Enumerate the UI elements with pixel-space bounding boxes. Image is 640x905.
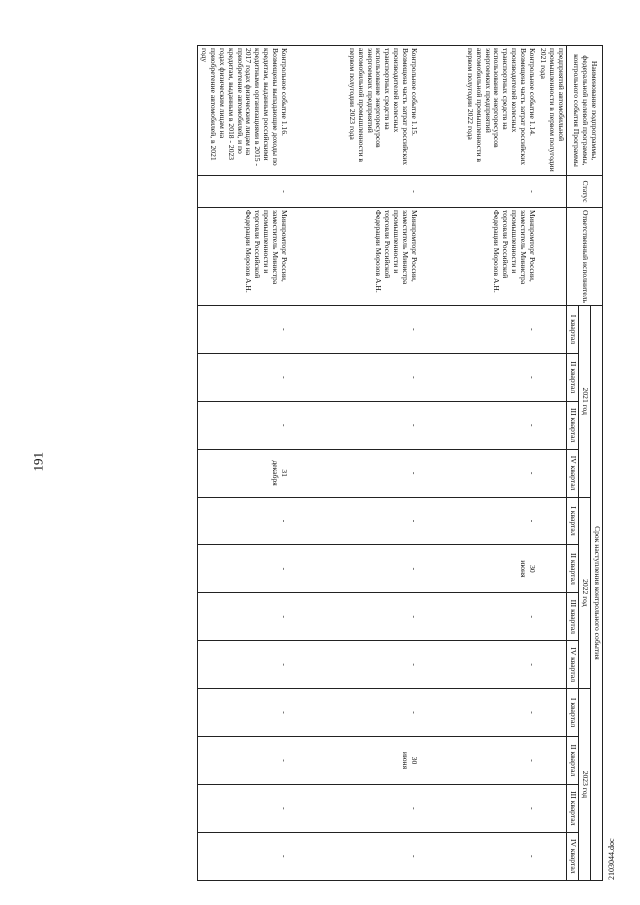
quarter-deadline-cell: - — [289, 545, 419, 593]
quarter-deadline-cell: - — [289, 784, 419, 832]
header-quarter: IV квартал — [567, 641, 579, 689]
quarter-deadline-cell: - — [197, 832, 289, 880]
quarter-deadline-cell: 31 декабря — [197, 449, 289, 497]
quarter-deadline-cell — [537, 689, 566, 737]
executor-cell: Минпромторг России, заместитель Министра промышленности и торговли Российской Федерации Морозов А.Н. — [419, 208, 537, 306]
quarter-deadline-cell — [537, 832, 566, 880]
quarter-deadline-cell: - — [289, 449, 419, 497]
header-year: 2022 год — [579, 497, 591, 689]
quarter-deadline-cell: 30 июня — [419, 545, 537, 593]
status-cell: - — [289, 176, 419, 208]
quarter-deadline-cell: - — [197, 784, 289, 832]
quarter-deadline-cell — [537, 641, 566, 689]
quarter-deadline-cell: - — [289, 401, 419, 449]
quarter-deadline-cell: 30 июня — [289, 737, 419, 785]
status-cell: - — [419, 176, 537, 208]
header-executor: Ответственный исполнитель — [567, 208, 603, 306]
quarter-deadline-cell — [537, 401, 566, 449]
table-row — [289, 46, 419, 881]
quarter-deadline-cell: - — [197, 353, 289, 401]
quarter-deadline-cell: - — [419, 784, 537, 832]
header-quarter: I квартал — [567, 689, 579, 737]
quarter-deadline-cell — [537, 593, 566, 641]
quarter-deadline-cell — [537, 353, 566, 401]
table-row — [537, 46, 566, 881]
event-name-cell: Контрольное событие 1.14. Возмещена часть затрат российских производителей колесных транспортных средств на использование энергоресурсов энергоемких предприятий автомобильной промышленности в первом полугодии 2022 года — [419, 46, 537, 176]
header-quarter: III квартал — [567, 593, 579, 641]
header-quarter: IV квартал — [567, 832, 579, 880]
quarter-deadline-cell — [537, 784, 566, 832]
quarter-deadline-cell: - — [289, 641, 419, 689]
header-quarter: II квартал — [567, 737, 579, 785]
quarter-deadline-cell: - — [419, 401, 537, 449]
quarter-deadline-cell: - — [419, 641, 537, 689]
quarter-deadline-cell: - — [419, 737, 537, 785]
quarter-deadline-cell: - — [289, 593, 419, 641]
quarter-deadline-cell — [537, 545, 566, 593]
header-quarter: III квартал — [567, 401, 579, 449]
footer-doc-code: 2103044.doc — [607, 838, 616, 880]
header-status: Статус — [567, 176, 603, 208]
quarter-deadline-cell — [537, 306, 566, 354]
header-quarter: II квартал — [567, 353, 579, 401]
quarter-deadline-cell: - — [197, 401, 289, 449]
control-events-table — [197, 45, 603, 881]
table-row — [197, 46, 289, 881]
quarter-deadline-cell: - — [289, 497, 419, 545]
quarter-deadline-cell: - — [419, 497, 537, 545]
header-quarter: I квартал — [567, 497, 579, 545]
quarter-deadline-cell: - — [419, 306, 537, 354]
executor-cell: Минпромторг России, заместитель Министра промышленности и торговли Российской Федерации Морозов А.Н. — [289, 208, 419, 306]
quarter-deadline-cell: - — [289, 832, 419, 880]
quarter-deadline-cell: - — [289, 353, 419, 401]
quarter-deadline-cell: - — [419, 832, 537, 880]
header-quarter: I квартал — [567, 306, 579, 354]
quarter-deadline-cell: - — [197, 306, 289, 354]
status-cell: - — [197, 176, 289, 208]
quarter-deadline-cell: - — [197, 689, 289, 737]
quarter-deadline-cell: - — [197, 737, 289, 785]
quarter-deadline-cell — [537, 449, 566, 497]
executor-cell — [537, 208, 566, 306]
header-deadline: Срок наступления контрольного события — [591, 306, 603, 881]
quarter-deadline-cell: - — [197, 641, 289, 689]
quarter-deadline-cell: - — [289, 689, 419, 737]
header-quarter: IV квартал — [567, 449, 579, 497]
header-quarter: III квартал — [567, 784, 579, 832]
quarter-deadline-cell: - — [419, 593, 537, 641]
header-quarter: II квартал — [567, 545, 579, 593]
header-name: Наименование подпрограммы, федеральной целевой программы, контрольного события Программы — [567, 46, 603, 176]
header-year: 2023 год — [579, 689, 591, 881]
page-number: 191 — [30, 452, 46, 472]
status-cell — [537, 176, 566, 208]
quarter-deadline-cell: - — [419, 689, 537, 737]
table-row — [419, 46, 537, 881]
quarter-deadline-cell: - — [419, 353, 537, 401]
quarter-deadline-cell: - — [197, 497, 289, 545]
event-name-cell: Контрольное событие 1.15. Возмещена часть затрат российских производителей колесных транспортных средств на использование энергоресурсов энергоемких предприятий автомобильной промышленности в первом полугодии 2023 года — [289, 46, 419, 176]
header-year: 2021 год — [579, 306, 591, 498]
event-name-cell: Контрольное событие 1.16. Возмещены выпадающие доходы по кредитам, выданным российскими кредитными организациями в 2015 - 2017 годах физическим лицам на приобретение автомобилей, и по кредитам, выданным в 2018 - 2023 годах физическим лицам на приобретение автомобилей, в 2021 году — [197, 46, 289, 176]
executor-cell: Минпромторг России, заместитель Министра промышленности и торговли Российской Федерации Морозов А.Н. — [197, 208, 289, 306]
quarter-deadline-cell — [537, 737, 566, 785]
quarter-deadline-cell: - — [197, 593, 289, 641]
event-name-cell: предприятий автомобильной промышленности в первом полугодии 2021 года — [537, 46, 566, 176]
quarter-deadline-cell — [537, 497, 566, 545]
quarter-deadline-cell: - — [419, 449, 537, 497]
quarter-deadline-cell: - — [197, 545, 289, 593]
rotated-table-container — [63, 45, 603, 880]
quarter-deadline-cell: - — [289, 306, 419, 354]
